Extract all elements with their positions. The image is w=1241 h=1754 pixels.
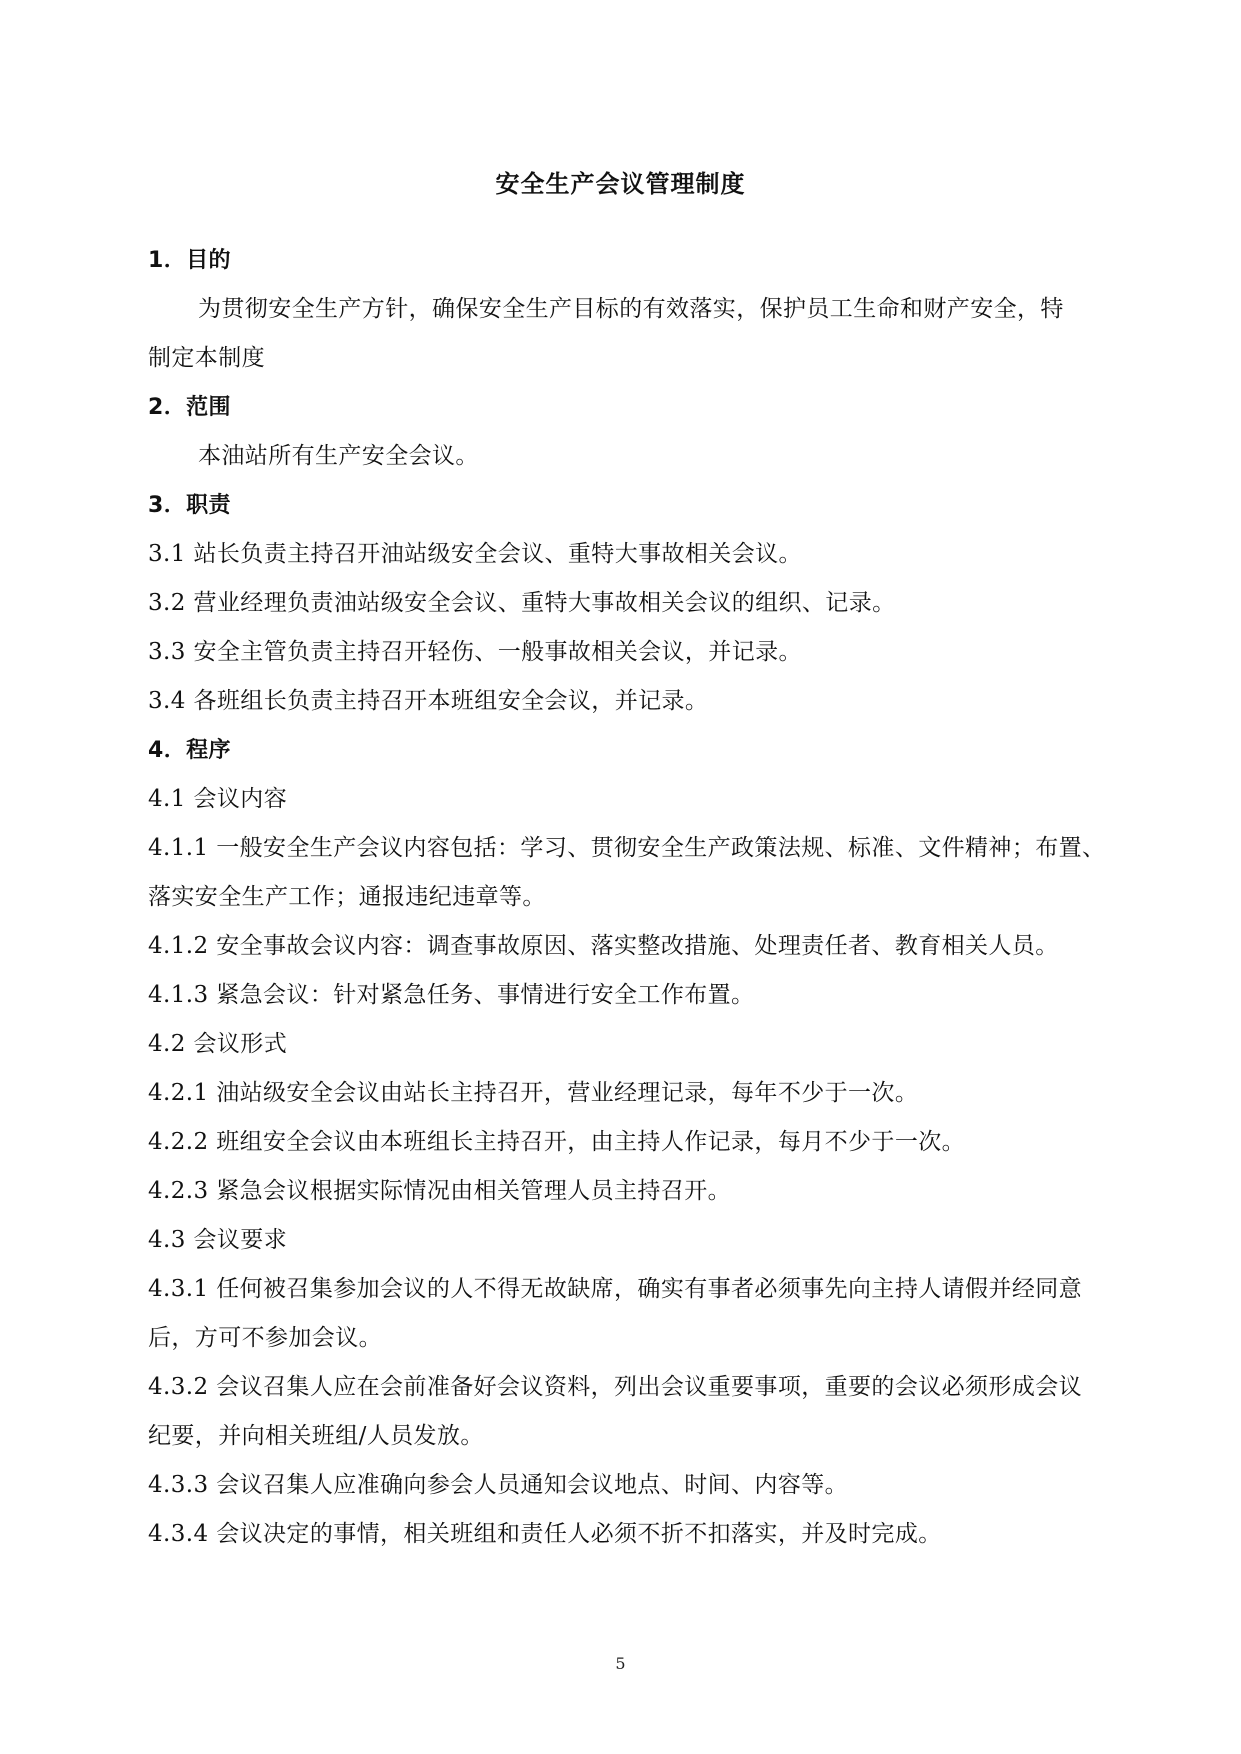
clause-3-4: 3.4 各班组长负责主持召开本班组安全会议，并记录。 (148, 688, 709, 714)
section-heading-responsibilities: 3．职责 (148, 493, 231, 518)
clause-3-3: 3.3 安全主管负责主持召开轻伤、一般事故相关会议，并记录。 (148, 639, 802, 665)
clause-3-2: 3.2 营业经理负责油站级安全会议、重特大事故相关会议的组织、记录。 (148, 590, 896, 616)
subsection-4-2: 4.2 会议形式 (148, 1031, 288, 1057)
document-body (148, 236, 1118, 1559)
paragraph-purpose-line-2: 制定本制度 (148, 345, 265, 371)
section-heading-purpose: 1．目的 (148, 248, 231, 273)
clause-4-3-1-line-1: 4.3.1 任何被召集参加会议的人不得无故缺席，确实有事者必须事先向主持人请假并经同意 (148, 1276, 1083, 1302)
clause-4-3-1-line-2: 后，方可不参加会议。 (148, 1325, 382, 1351)
clause-4-3-2-line-1: 4.3.2 会议召集人应在会前准备好会议资料，列出会议重要事项，重要的会议必须形成会议 (148, 1374, 1083, 1400)
clause-4-3-4: 4.3.4 会议决定的事情，相关班组和责任人必须不折不扣落实，并及时完成。 (148, 1521, 942, 1547)
paragraph-purpose-line-1: 为贯彻安全生产方针，确保安全生产目标的有效落实，保护员工生命和财产安全，特 (198, 296, 1064, 322)
clause-4-2-2: 4.2.2 班组安全会议由本班组长主持召开，由主持人作记录，每月不少于一次。 (148, 1129, 966, 1155)
clause-4-2-1: 4.2.1 油站级安全会议由站长主持召开，营业经理记录，每年不少于一次。 (148, 1080, 919, 1106)
clause-4-1-3: 4.1.3 紧急会议：针对紧急任务、事情进行安全工作布置。 (148, 982, 755, 1008)
clause-4-3-2-line-2: 纪要，并向相关班组/人员发放。 (148, 1423, 484, 1449)
clause-4-1-1-line-2: 落实安全生产工作；通报违纪违章等。 (148, 884, 546, 910)
page-number: 5 (615, 1654, 626, 1673)
section-heading-scope: 2．范围 (148, 395, 231, 420)
document-title: 安全生产会议管理制度 (495, 170, 746, 198)
clause-4-3-3: 4.3.3 会议召集人应准确向参会人员通知会议地点、时间、内容等。 (148, 1472, 849, 1498)
clause-4-1-2: 4.1.2 安全事故会议内容：调查事故原因、落实整改措施、处理责任者、教育相关人员。 (148, 933, 1059, 959)
clause-4-1-1-line-1: 4.1.1 一般安全生产会议内容包括：学习、贯彻安全生产政策法规、标准、文件精神；布置、 (148, 835, 1106, 861)
paragraph-scope: 本油站所有生产安全会议。 (198, 443, 479, 469)
section-heading-procedure: 4．程序 (148, 738, 231, 763)
subsection-4-3: 4.3 会议要求 (148, 1227, 288, 1253)
clause-3-1: 3.1 站长负责主持召开油站级安全会议、重特大事故相关会议。 (148, 541, 802, 567)
subsection-4-1: 4.1 会议内容 (148, 786, 288, 812)
clause-4-2-3: 4.2.3 紧急会议根据实际情况由相关管理人员主持召开。 (148, 1178, 732, 1204)
